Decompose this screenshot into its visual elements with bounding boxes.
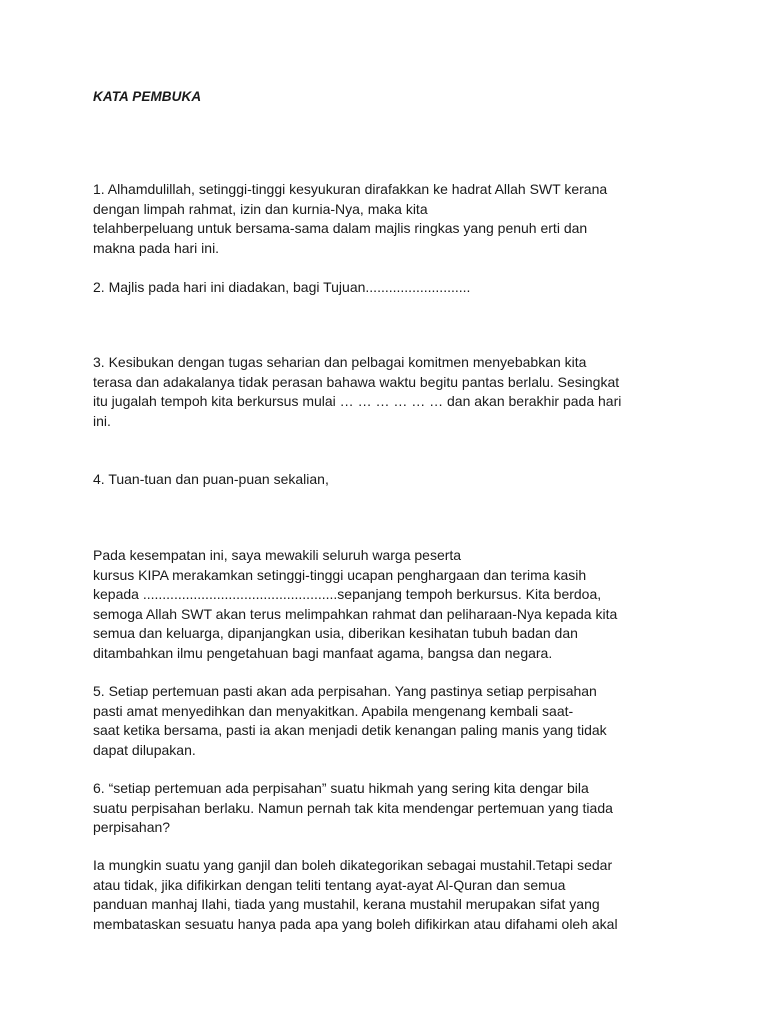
text-line: kepada ..................................................sepanjang tempoh berkursus. Kita berdoa, [93,586,602,602]
text-line: perpisahan? [93,819,171,835]
paragraph-8 [93,856,693,934]
text-line: semua dan keluarga, dipanjangkan usia, diberikan kesihatan tubuh badan dan [93,625,578,641]
text-line: 5. Setiap pertemuan pasti akan ada perpisahan. Yang pastinya setiap perpisahan [93,683,597,699]
text-line: itu jugalah tempoh kita berkursus mulai … … … … … … dan akan berakhir pada hari [93,393,622,409]
document-title: KATA PEMBUKA [93,89,202,104]
text-line: telahberpeluang untuk bersama-sama dalam majlis ringkas yang penuh erti dan [93,220,588,236]
text-line: pasti amat menyedihkan dan menyakitkan. Apabila mengenang kembali saat- [93,702,574,719]
paragraph-4 [93,470,693,490]
text-line: 6. “setiap pertemuan ada perpisahan” suatu hikmah yang sering kita dengar bila [93,780,589,796]
text-line: saat ketika bersama, pasti ia akan menjadi detik kenangan paling manis yang tidak [93,722,607,738]
text-line: panduan manhaj Ilahi, tiada yang mustahil, kerana mustahil merupakan sifat yang [93,896,600,912]
text-line: 2. Majlis pada hari ini diadakan, bagi Tujuan........................... [93,279,471,295]
text-line: 3. Kesibukan dengan tugas seharian dan pelbagai komitmen menyebabkan kita [93,354,587,370]
text-line: 1. Alhamdulillah, setinggi-tinggi kesyukuran dirafakkan ke hadrat Allah SWT kerana [93,181,608,197]
paragraph-5 [93,546,693,663]
paragraph-6 [93,682,693,760]
text-line: membataskan sesuatu hanya pada apa yang boleh difikirkan atau difahami oleh akal [93,915,618,932]
text-line: kursus KIPA merakamkan setinggi-tinggi ucapan penghargaan dan terima kasih [93,566,587,583]
text-line: makna pada hari ini. [93,239,220,256]
paragraph-7 [93,779,693,838]
paragraph-3 [93,353,693,431]
text-line: 4. Tuan-tuan dan puan-puan sekalian, [93,471,329,487]
text-line: ditambahkan ilmu pengetahuan bagi manfaat agama, bangsa dan negara. [93,644,553,661]
paragraph-1 [93,180,693,258]
text-line: suatu perpisahan berlaku. Namun pernah tak kita mendengar pertemuan yang tiada [93,799,613,816]
text-line: terasa dan adakalanya tidak perasan bahawa waktu begitu pantas berlalu. Sesingkat [93,373,620,390]
text-line: ini. [93,412,111,429]
text-line: dengan limpah rahmat, izin dan kurnia-Nya, maka kita [93,200,428,217]
text-line: semoga Allah SWT akan terus melimpahkan rahmat dan peliharaan-Nya kepada kita [93,605,618,622]
text-line: Ia mungkin suatu yang ganjil dan boleh dikategorikan sebagai mustahil.Tetapi sedar [93,857,613,873]
text-line: Pada kesempatan ini, saya mewakili seluruh warga peserta [93,547,462,563]
text-line: dapat dilupakan. [93,741,196,758]
paragraph-2 [93,278,693,298]
document-page [93,0,693,1024]
text-line: atau tidak, jika difikirkan dengan teliti tentang ayat-ayat Al-Quran dan semua [93,876,566,893]
